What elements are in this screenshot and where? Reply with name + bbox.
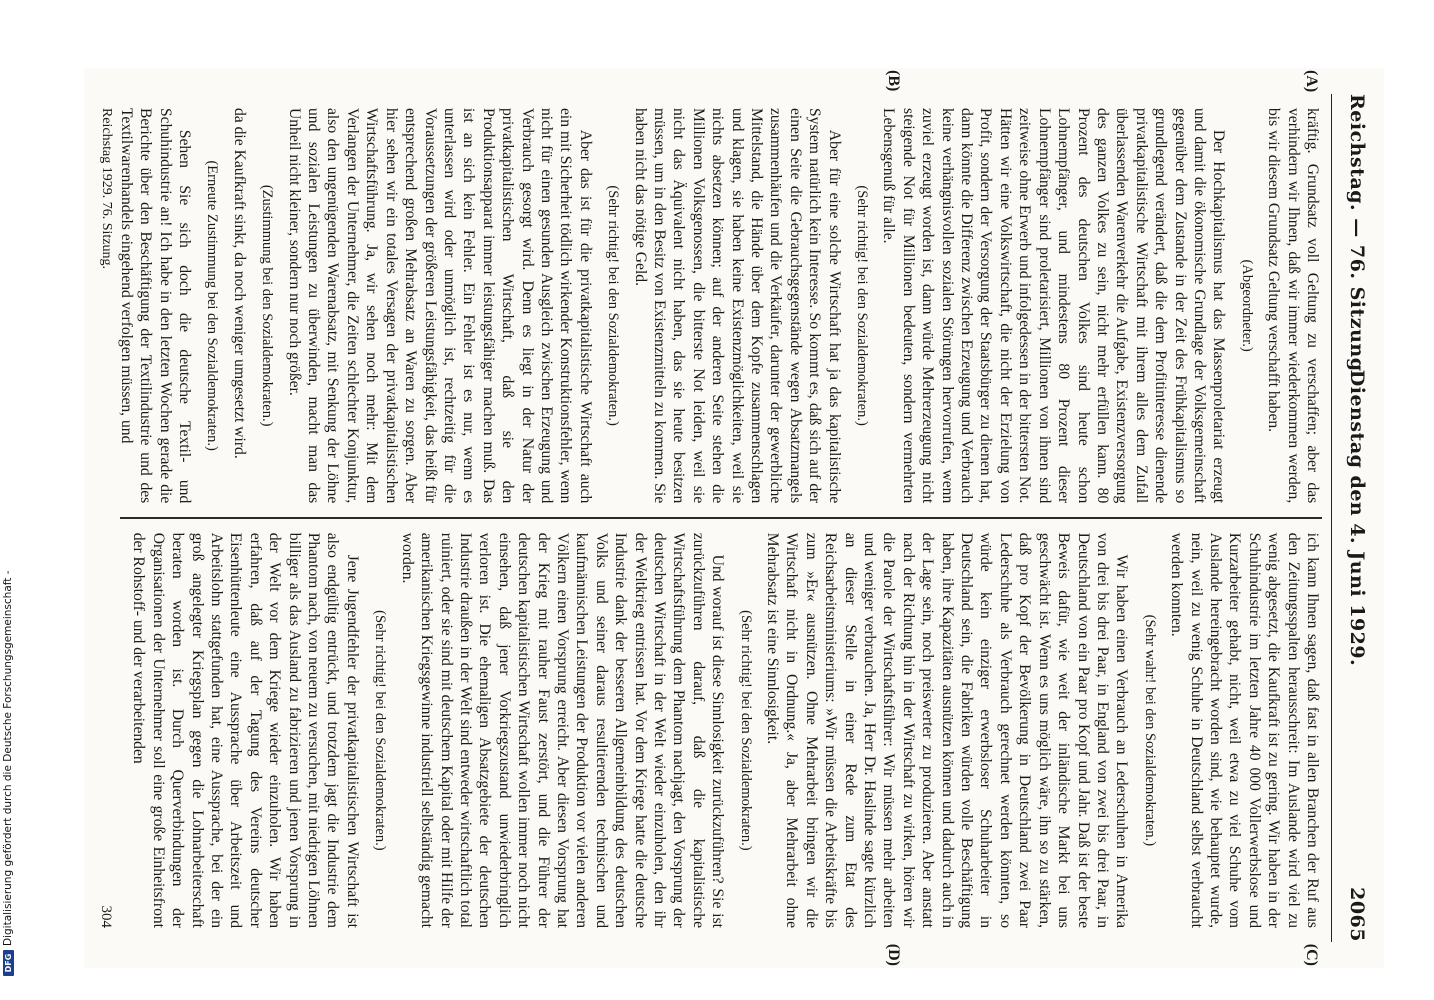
right-column	[120, 519, 1326, 942]
interjection: (Sehr richtig! bei den Sozialdemokraten.)	[854, 185, 871, 426]
paragraph: Und worauf ist diese Sinnlosigkeit zurückzuführen? Sie ist zurückzuführen darauf, daß die kapitalistische Wirtschaftsführung dem Phantom nachjagt, den Vorsprung der deutschen Wirtschaft in der Welt wieder einzuholen, den ihr der Weltkrieg entrissen hat. Vor dem Kriege hatte die deutsche Industrie dank der besseren Allgemeinbildung des deutschen Volks und seiner daraus resultierenden technischen und kaufmännischen Leistungen der Produktion vor vielen anderen Völkern einen Vorsprung erreicht. Aber diesen Vorsprung hat der Krieg mit rauher Faust zerstört, und die Führer der deutschen kapitalistischen Wirtschaft wollen immer noch nicht einsehen, daß jener Vorkriegszustand unwiederbringlich verloren ist. Die ehemaligen Absatzgebiete der deutschen Industrie draußen in der Welt sind entweder wirtschaftlich total ruiniert, oder sie sind mit deutschem Kapital oder mit Hilfe der amerikanischen Kriegsgewinne industriell selbständig gemacht worden.	[398, 532, 727, 928]
paragraph: da die Kaufkraft sinkt, da noch weniger umgesetzt wird.	[230, 108, 248, 459]
interjection: (Sehr wahr! bei den Sozialdemokraten.)	[1141, 614, 1158, 847]
footer-sheet-number: 304	[98, 905, 114, 928]
interjection: (Sehr richtig! bei den Sozialdemokraten.)	[737, 610, 754, 851]
interjection: (Sehr richtig! bei den Sozialdemokraten.)	[605, 185, 622, 426]
interjection: (Sehr richtig! bei den Sozialdemokraten.)	[372, 610, 389, 851]
credit-text: Digitalisierung gefördert durch die Deutsche Forschungsgemeinschaft -	[2, 570, 14, 946]
paragraph: Jene Jugendfehler der privatkapitalistischen Wirtschaft ist also endgültig entrückt, und trotzdem jagt die Industrie dem Phantom nach, von neuem zu versuchen, mit niedrigen Löhnen billiger als das Ausland zu fabrizieren und jenen Vorsprung in der Welt vor dem Kriege wieder einzuholen. Wir haben erfahren, daß auf der Tagung des Vereins deutscher Eisenhüttenleute eine Aussprache über Arbeitszeit und Arbeitslohn stattgefunden hat, eine Aussprache, bei der ein groß angelegter Kriegsplan gegen die Lohnarbeiterschaft beraten worden ist. Durch Querverbindungen der Organisationen der Unternehmer soll eine große Einheitsfront der Rohstoff- und der verarbeitenden	[130, 532, 361, 928]
margin-mark-a: (A)	[1303, 70, 1320, 93]
page-footer	[92, 108, 114, 928]
header-date: Dienstag den 4. Juni 1929.	[1346, 369, 1368, 667]
interjection: (Erneute Zustimmung bei den Sozialdemokraten.)	[204, 160, 221, 451]
dfg-logo-icon: DFG	[3, 950, 14, 976]
interjection: (Zustimmung bei den Sozialdemokraten.)	[259, 184, 276, 427]
interjection: (Abgeordneter.)	[1238, 259, 1255, 352]
text-columns	[117, 94, 1326, 942]
paragraph: Sehen Sie sich doch die deutsche Textil- und Schuhindustrie an! Ich habe in den letzten Wochen gerade die Berichte über den Beschäftigung der Textilindustrie und des Textilwarenhandels eingehend verfolgen müssen, und	[117, 108, 194, 504]
header-left: Reichstag. — 76. Sitzung.	[1346, 94, 1368, 379]
paragraph: Aber für eine solche Wirtschaft hat ja das kapitalistische System natürlich kein Interesse. So kommt es, daß sich auf der einen Seite die Gebrauchsgegenstände wegen Absatzmangels zusammenhäufen und die Verkäufer, darunter der gewerbliche Mittelstand, die Hände über dem Kopfe zusammenschlagen und klagen, sie haben keine Existenzmöglichkeiten, weil sie nichts absetzen können; auf der anderen Seite stehen die Millionen Volksgenossen, die bitterste Not leiden, weil sie nicht das Äquivalent nicht haben, das sie heute besitzen müssen, um in den Besitz von Existenzmitteln zu kommen. Sie haben nicht das nötige Geld.	[631, 108, 843, 504]
paragraph: ich kann Ihnen sagen, daß fast in allen Branchen der Ruf aus den Zeitungsspalten herausschreit: Im Auslande wird viel zu wenig abgesetzt, die Kaufkraft ist zu gering. Wir haben in der Schuhindustrie im letzten Jahre 40 000 Vollerwerbslose und Kurzarbeiter gehabt, nicht, weil etwa zu viel Schuhe vom Auslande hereingebracht worden sind, wie behauptet wurde, nein, weil zu wenig Schuhe in Deutschland selbst verbraucht werden konnten.	[1168, 532, 1321, 928]
margin-mark-c: (C)	[1303, 943, 1320, 966]
footer-session: Reichstag 1929. 76. Sitzung.	[99, 108, 114, 269]
paragraph: kräftig. Grundsatz voll Geltung zu verschaffen; aber das verhindern wir Ihnen, daß wir immer wiederkommen werden, bis wir diesem Grundsatz Geltung verschafft haben.	[1265, 108, 1321, 504]
paragraph: Aber das ist für die privatkapitalistische Wirtschaft auch ein mit Sicherheit tödlich wirkender Konstruktionsfehler, wenn nicht für einen gesunden Ausgleich zwischen Erzeugung und Verbrauch gesorgt wird. Denn es liegt in der Natur der privatkapitalistischen Wirtschaft, daß sie den Produktionsapparat immer leistungsfähiger machen muß. Das ist an sich kein Fehler. Ein Fehler ist es nur, wenn es unterlassen wird oder unmöglich ist, rechtzeitig für die Voraussetzungen der größeren Leistungsfähigkeit, das heißt für entsprechend großen Mehrabsatz an Waren zu sorgen. Aber hier sehen wir ein totales Versagen der privatkapitalistischen Wirtschaftsführung. Ja, wir sehen noch mehr: Mit dem Verlangen der Unternehmer, die Zeiten schlechter Konjunktur, also den ungenügenden Warenabsatz, mit Senkung der Löhne und sozialen Leistungen zu überwinden, macht man das Unheil nicht kleiner, sondern nur noch größer.	[285, 108, 594, 504]
page-number: 2065	[1346, 887, 1368, 942]
left-column	[117, 94, 1326, 517]
paragraph: Wir haben einen Verbrauch an Lederschuhen in Amerika von drei bis drei Paar, in England von zwei bis drei Paar, in Deutschland von ein Paar pro Kopf und Jahr. Daß ist der beste Beweis dafür, wie weit der inländische Markt bei uns geschwächt ist. Wenn es uns möglich wäre, ihn so zu stärken, daß pro Kopf der Bevölkerung in Deutschland zwei Paar Lederschuhe als Verbrauch gerechnet werden könnten, so würde kein einziger erwerbsloser Schuharbeiter in Deutschland sein, die Fabriken würden volle Beschäftigung haben, ihre Kapazitäten ausnützen können und dadurch auch in der Lage sein, noch preiswerter zu produzieren. Aber anstatt nach der Richtung hin in der Wirtschaft zu wirken, hören wir die Parole der Wirtschaftsführer: Wir müssen mehr arbeiten und weniger verbrauchen. Ja, Herr Dr. Haslinde sagte kürzlich an dieser Stelle in einer Rede zum Etat des Reichsarbeitsministeriums: »Wir müssen die Arbeitskräfte bis zum »Er« ausnützen. Ohne Mehrarbeit bringen wir die Wirtschaft nicht in Ordnung.« Ja, aber Mehrarbeit ohne Mehrabsatz ist eine Sinnlosigkeit.	[764, 532, 1131, 928]
scanned-page	[84, 68, 1384, 968]
margin-mark-d: (D)	[885, 943, 902, 966]
paragraph: Der Hochkapitalismus hat das Massenproletariat erzeugt und damit die ökonomische Grundlage der Volksgemeinschaft gegenüber dem Zustande in der Zeit des Frühkapitalismus so grundlegend verändert, daß die dem Profitinteresse dienende privatkapitalistische Wirtschaft mit ihrem alles dem Zufall überlassenden Warenverkehr die Aufgabe, Existenzversorgung des ganzen Volkes zu sein, nicht mehr erfüllen kann. 80 Prozent des deutschen Volkes sind heute schon Lohnempfänger, und mindestens 80 Prozent dieser Lohnempfänger sind proletarisiert, Millionen von ihnen sind zeitweise ohne Erwerb und infolgedessen in der bittersten Not. Hätten wir eine Volkswirtschaft, die nicht der Erzielung von Profit, sondern der Versorgung der Staatsbürger zu dienen hat, dann könnte die Differenz zwischen Erzeugung und Verbrauch keine verhängnisvollen sozialen Störungen hervorrufen, wenn zuviel erzeugt worden ist, dann würde Mehrerzeugung nicht steigende Not für Millionen bedeuten, sondern vermehrten Lebensgenuß für alle.	[880, 108, 1228, 504]
margin-mark-b: (B)	[885, 70, 902, 92]
page-header	[1340, 94, 1370, 942]
digitization-credit	[1, 0, 15, 976]
header-rule	[1331, 94, 1332, 942]
